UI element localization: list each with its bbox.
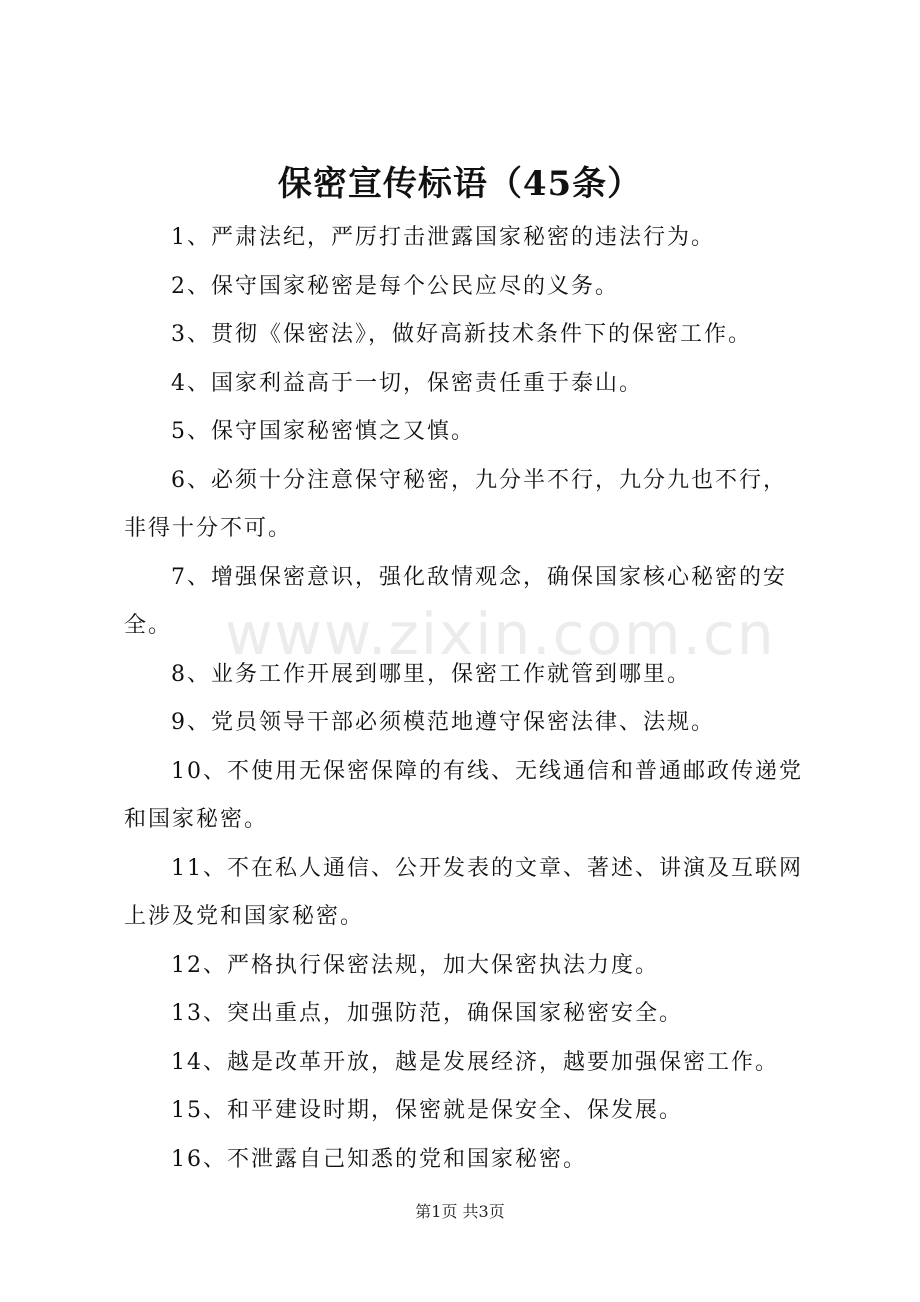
paragraph: 5、保守国家秘密慎之又慎。 (171, 419, 475, 444)
paragraph: 12、严格执行保密法规，加大保密执法力度。 (171, 952, 659, 978)
watermark: www.zixin.com.cn (225, 600, 776, 668)
paragraph: 3、贯彻《保密法》，做好高新技术条件下的保密工作。 (171, 322, 752, 347)
paragraph: 1、严肃法纪，严厉打击泄露国家秘密的违法行为。 (171, 225, 715, 250)
paragraph: 10、不使用无保密保障的有线、无线通信和普通邮政传递党和国家秘密。 (124, 758, 803, 832)
paragraph: 2、保守国家秘密是每个公民应尽的义务。 (171, 273, 619, 299)
paragraph: 6、必须十分注意保守秘密，九分半不行，九分九也不行，非得十分不可。 (124, 467, 787, 541)
paragraph: 8、业务工作开展到哪里，保密工作就管到哪里。 (171, 661, 691, 687)
paragraph: 15、和平建设时期，保密就是保安全、保发展。 (171, 1098, 683, 1123)
paragraph: 4、国家利益高于一切，保密责任重于泰山。 (171, 370, 643, 396)
paragraph: 14、越是改革开放，越是发展经济，越要加强保密工作。 (171, 1049, 779, 1075)
paragraph: 13、突出重点，加强防范，确保国家秘密安全。 (171, 1001, 683, 1026)
paragraph: 7、增强保密意识，强化敌情观念，确保国家核心秘密的安全。 (124, 564, 787, 638)
page-footer: 第1页 共3页 (415, 1202, 505, 1221)
document-title: 保密宣传标语（45条） (277, 164, 643, 204)
paragraph: 16、不泄露自己知悉的党和国家秘密。 (171, 1146, 587, 1172)
paragraph: 11、不在私人通信、公开发表的文章、著述、讲演及互联网上涉及党和国家秘密。 (124, 855, 803, 929)
document-body (124, 214, 810, 1184)
paragraph: 9、党员领导干部必须模范地遵守保密法律、法规。 (171, 710, 715, 735)
